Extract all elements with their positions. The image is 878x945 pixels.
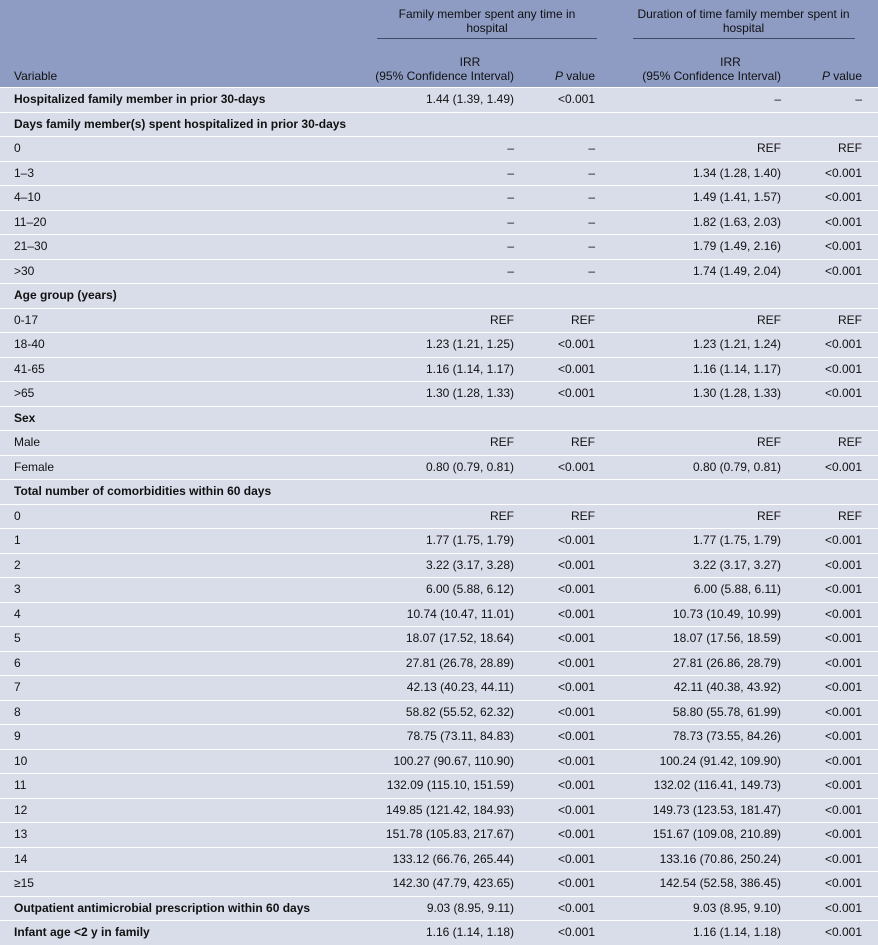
- row-pvalue-duration: <0.001: [789, 357, 878, 382]
- row-pvalue-any-time: <0.001: [522, 357, 609, 382]
- row-variable: 18-40: [0, 333, 365, 358]
- row-irr-duration: 9.03 (8.95, 9.10): [609, 896, 789, 921]
- row-irr-duration: 18.07 (17.56, 18.59): [609, 627, 789, 652]
- table-row: [0, 725, 878, 750]
- table-row: [0, 357, 878, 382]
- row-variable: Outpatient antimicrobial prescription within 60 days: [0, 896, 365, 921]
- row-variable: 11–20: [0, 210, 365, 235]
- row-variable: Hospitalized family member in prior 30-days: [0, 88, 365, 113]
- table-row: [0, 896, 878, 921]
- row-pvalue-duration: REF: [789, 137, 878, 162]
- row-pvalue-duration: <0.001: [789, 210, 878, 235]
- row-variable: 0-17: [0, 308, 365, 333]
- row-variable: 0: [0, 137, 365, 162]
- table-row: [0, 602, 878, 627]
- row-pvalue-duration: <0.001: [789, 921, 878, 945]
- table-header: [0, 0, 878, 88]
- row-variable: >65: [0, 382, 365, 407]
- table-row: [0, 161, 878, 186]
- column-header-variable: Variable: [0, 40, 365, 88]
- row-variable: 1–3: [0, 161, 365, 186]
- group-header-duration: Duration of time family member spent in hospital: [609, 0, 878, 40]
- table-row: [0, 627, 878, 652]
- table-row: [0, 210, 878, 235]
- row-pvalue-any-time: <0.001: [522, 529, 609, 554]
- row-pvalue-duration: [789, 112, 878, 137]
- row-pvalue-duration: <0.001: [789, 553, 878, 578]
- row-pvalue-duration: REF: [789, 504, 878, 529]
- table-row: [0, 406, 878, 431]
- row-irr-any-time: [365, 284, 522, 309]
- row-irr-any-time: REF: [365, 431, 522, 456]
- row-irr-any-time: 1.30 (1.28, 1.33): [365, 382, 522, 407]
- table-row: [0, 235, 878, 260]
- row-irr-duration: REF: [609, 504, 789, 529]
- table-row: [0, 676, 878, 701]
- row-irr-any-time: 10.74 (10.47, 11.01): [365, 602, 522, 627]
- row-irr-duration: 1.16 (1.14, 1.18): [609, 921, 789, 945]
- row-variable: 21–30: [0, 235, 365, 260]
- row-pvalue-duration: <0.001: [789, 333, 878, 358]
- row-irr-duration: 58.80 (55.78, 61.99): [609, 700, 789, 725]
- table-row: [0, 137, 878, 162]
- row-irr-any-time: 27.81 (26.78, 28.89): [365, 651, 522, 676]
- row-variable: >30: [0, 259, 365, 284]
- row-irr-any-time: 149.85 (121.42, 184.93): [365, 798, 522, 823]
- row-irr-any-time: –: [365, 161, 522, 186]
- row-variable: 5: [0, 627, 365, 652]
- row-irr-any-time: 1.16 (1.14, 1.18): [365, 921, 522, 945]
- table-row: [0, 186, 878, 211]
- row-variable: 6: [0, 651, 365, 676]
- row-irr-duration: 3.22 (3.17, 3.27): [609, 553, 789, 578]
- row-irr-any-time: 151.78 (105.83, 217.67): [365, 823, 522, 848]
- row-irr-any-time: 132.09 (115.10, 151.59): [365, 774, 522, 799]
- row-pvalue-duration: <0.001: [789, 627, 878, 652]
- row-variable: 4–10: [0, 186, 365, 211]
- row-pvalue-any-time: <0.001: [522, 627, 609, 652]
- row-pvalue-any-time: <0.001: [522, 847, 609, 872]
- row-pvalue-any-time: REF: [522, 308, 609, 333]
- row-irr-duration: 6.00 (5.88, 6.11): [609, 578, 789, 603]
- row-pvalue-duration: <0.001: [789, 700, 878, 725]
- row-variable: 9: [0, 725, 365, 750]
- ci-label-1: (95% Confidence Interval): [375, 69, 514, 83]
- row-pvalue-any-time: –: [522, 259, 609, 284]
- table-row: [0, 700, 878, 725]
- row-variable: 14: [0, 847, 365, 872]
- table-row: [0, 823, 878, 848]
- row-pvalue-any-time: <0.001: [522, 333, 609, 358]
- row-pvalue-duration: REF: [789, 308, 878, 333]
- row-variable: 0: [0, 504, 365, 529]
- row-pvalue-any-time: <0.001: [522, 749, 609, 774]
- row-pvalue-any-time: <0.001: [522, 700, 609, 725]
- table-row: [0, 431, 878, 456]
- row-pvalue-any-time: <0.001: [522, 382, 609, 407]
- table-body: [0, 88, 878, 945]
- row-pvalue-duration: <0.001: [789, 259, 878, 284]
- row-irr-any-time: 58.82 (55.52, 62.32): [365, 700, 522, 725]
- row-pvalue-any-time: <0.001: [522, 725, 609, 750]
- header-spacer: [0, 0, 365, 40]
- row-variable: Sex: [0, 406, 365, 431]
- row-pvalue-any-time: –: [522, 235, 609, 260]
- table-row: [0, 651, 878, 676]
- row-irr-any-time: 1.44 (1.39, 1.49): [365, 88, 522, 113]
- table-row: [0, 774, 878, 799]
- row-irr-duration: [609, 480, 789, 505]
- row-pvalue-any-time: <0.001: [522, 774, 609, 799]
- column-header-irr-1: [365, 40, 522, 88]
- row-pvalue-duration: <0.001: [789, 847, 878, 872]
- row-pvalue-any-time: <0.001: [522, 872, 609, 897]
- row-pvalue-any-time: REF: [522, 431, 609, 456]
- row-variable: 12: [0, 798, 365, 823]
- row-irr-duration: 27.81 (26.86, 28.79): [609, 651, 789, 676]
- row-irr-duration: 1.82 (1.63, 2.03): [609, 210, 789, 235]
- row-pvalue-duration: <0.001: [789, 186, 878, 211]
- row-pvalue-any-time: [522, 284, 609, 309]
- row-irr-duration: 0.80 (0.79, 0.81): [609, 455, 789, 480]
- row-variable: 1: [0, 529, 365, 554]
- row-irr-any-time: REF: [365, 308, 522, 333]
- row-variable: 8: [0, 700, 365, 725]
- table-row: [0, 382, 878, 407]
- row-pvalue-duration: [789, 406, 878, 431]
- row-irr-any-time: 133.12 (66.76, 265.44): [365, 847, 522, 872]
- row-pvalue-any-time: <0.001: [522, 88, 609, 113]
- row-irr-duration: –: [609, 88, 789, 113]
- row-pvalue-duration: <0.001: [789, 749, 878, 774]
- row-irr-duration: REF: [609, 137, 789, 162]
- table-row: [0, 529, 878, 554]
- table-row: [0, 480, 878, 505]
- row-pvalue-any-time: <0.001: [522, 553, 609, 578]
- row-pvalue-duration: <0.001: [789, 455, 878, 480]
- row-pvalue-duration: <0.001: [789, 651, 878, 676]
- row-pvalue-duration: REF: [789, 431, 878, 456]
- row-pvalue-duration: <0.001: [789, 872, 878, 897]
- row-pvalue-any-time: –: [522, 137, 609, 162]
- row-irr-any-time: 142.30 (47.79, 423.65): [365, 872, 522, 897]
- irr-label-1: IRR: [459, 55, 481, 69]
- row-pvalue-any-time: –: [522, 210, 609, 235]
- row-irr-duration: [609, 406, 789, 431]
- irr-label-2: IRR: [720, 55, 741, 69]
- row-pvalue-duration: –: [789, 88, 878, 113]
- row-variable: Female: [0, 455, 365, 480]
- row-irr-any-time: [365, 480, 522, 505]
- row-variable: Age group (years): [0, 284, 365, 309]
- row-pvalue-any-time: –: [522, 161, 609, 186]
- row-pvalue-duration: [789, 284, 878, 309]
- table-row: [0, 455, 878, 480]
- row-variable: 2: [0, 553, 365, 578]
- row-irr-duration: REF: [609, 308, 789, 333]
- row-irr-duration: 142.54 (52.58, 386.45): [609, 872, 789, 897]
- row-irr-any-time: –: [365, 186, 522, 211]
- row-pvalue-duration: <0.001: [789, 578, 878, 603]
- row-pvalue-any-time: <0.001: [522, 921, 609, 945]
- row-pvalue-duration: <0.001: [789, 161, 878, 186]
- row-pvalue-duration: <0.001: [789, 896, 878, 921]
- row-irr-any-time: 3.22 (3.17, 3.28): [365, 553, 522, 578]
- row-pvalue-any-time: –: [522, 186, 609, 211]
- row-irr-any-time: 18.07 (17.52, 18.64): [365, 627, 522, 652]
- row-variable: 41-65: [0, 357, 365, 382]
- row-irr-any-time: 78.75 (73.11, 84.83): [365, 725, 522, 750]
- row-variable: 4: [0, 602, 365, 627]
- row-pvalue-any-time: REF: [522, 504, 609, 529]
- table-row: [0, 504, 878, 529]
- row-irr-any-time: [365, 406, 522, 431]
- row-irr-duration: [609, 284, 789, 309]
- table-row: [0, 578, 878, 603]
- row-variable: Total number of comorbidities within 60 days: [0, 480, 365, 505]
- row-irr-duration: 1.23 (1.21, 1.24): [609, 333, 789, 358]
- row-irr-duration: 149.73 (123.53, 181.47): [609, 798, 789, 823]
- row-variable: 10: [0, 749, 365, 774]
- row-pvalue-duration: <0.001: [789, 235, 878, 260]
- table-row: [0, 749, 878, 774]
- table-row: [0, 798, 878, 823]
- row-irr-duration: 133.16 (70.86, 250.24): [609, 847, 789, 872]
- row-pvalue-any-time: <0.001: [522, 651, 609, 676]
- row-irr-duration: REF: [609, 431, 789, 456]
- row-irr-duration: 42.11 (40.38, 43.92): [609, 676, 789, 701]
- row-pvalue-duration: <0.001: [789, 676, 878, 701]
- row-pvalue-duration: <0.001: [789, 602, 878, 627]
- row-irr-any-time: 1.77 (1.75, 1.79): [365, 529, 522, 554]
- row-irr-duration: 151.67 (109.08, 210.89): [609, 823, 789, 848]
- row-irr-any-time: 100.27 (90.67, 110.90): [365, 749, 522, 774]
- row-pvalue-duration: <0.001: [789, 798, 878, 823]
- column-header-pvalue-1: P value: [522, 40, 609, 88]
- row-irr-any-time: –: [365, 259, 522, 284]
- row-pvalue-duration: <0.001: [789, 774, 878, 799]
- table-row: [0, 553, 878, 578]
- row-irr-duration: 1.16 (1.14, 1.17): [609, 357, 789, 382]
- row-pvalue-any-time: <0.001: [522, 823, 609, 848]
- row-irr-duration: 132.02 (116.41, 149.73): [609, 774, 789, 799]
- row-irr-duration: 1.30 (1.28, 1.33): [609, 382, 789, 407]
- row-variable: Days family member(s) spent hospitalized in prior 30-days: [0, 112, 365, 137]
- table-row: [0, 333, 878, 358]
- row-irr-any-time: REF: [365, 504, 522, 529]
- row-irr-duration: 1.34 (1.28, 1.40): [609, 161, 789, 186]
- row-irr-duration: 1.49 (1.41, 1.57): [609, 186, 789, 211]
- row-irr-any-time: –: [365, 210, 522, 235]
- row-pvalue-any-time: <0.001: [522, 455, 609, 480]
- row-irr-any-time: 9.03 (8.95, 9.11): [365, 896, 522, 921]
- row-pvalue-any-time: <0.001: [522, 578, 609, 603]
- row-irr-duration: 10.73 (10.49, 10.99): [609, 602, 789, 627]
- row-variable: ≥15: [0, 872, 365, 897]
- row-irr-duration: [609, 112, 789, 137]
- row-variable: 13: [0, 823, 365, 848]
- row-irr-duration: 78.73 (73.55, 84.26): [609, 725, 789, 750]
- row-irr-duration: 100.24 (91.42, 109.90): [609, 749, 789, 774]
- row-irr-any-time: 1.16 (1.14, 1.17): [365, 357, 522, 382]
- column-header-pvalue-2: P value: [789, 40, 878, 88]
- row-pvalue-any-time: [522, 480, 609, 505]
- table-row: [0, 112, 878, 137]
- row-irr-any-time: [365, 112, 522, 137]
- table-row: [0, 847, 878, 872]
- table-row: [0, 88, 878, 113]
- row-irr-any-time: 0.80 (0.79, 0.81): [365, 455, 522, 480]
- row-pvalue-duration: <0.001: [789, 382, 878, 407]
- row-variable: 7: [0, 676, 365, 701]
- table-row: [0, 284, 878, 309]
- row-variable: 11: [0, 774, 365, 799]
- group-header-any-time: Family member spent any time in hospital: [365, 0, 609, 40]
- row-irr-any-time: –: [365, 235, 522, 260]
- row-irr-any-time: 6.00 (5.88, 6.12): [365, 578, 522, 603]
- row-irr-any-time: 1.23 (1.21, 1.25): [365, 333, 522, 358]
- row-pvalue-duration: <0.001: [789, 529, 878, 554]
- row-pvalue-any-time: <0.001: [522, 798, 609, 823]
- ci-label-2: (95% Confidence Interval): [642, 69, 781, 83]
- row-irr-any-time: –: [365, 137, 522, 162]
- row-irr-duration: 1.74 (1.49, 2.04): [609, 259, 789, 284]
- row-irr-duration: 1.77 (1.75, 1.79): [609, 529, 789, 554]
- table-row: [0, 921, 878, 945]
- row-variable: Infant age <2 y in family: [0, 921, 365, 945]
- row-pvalue-any-time: <0.001: [522, 896, 609, 921]
- row-irr-any-time: 42.13 (40.23, 44.11): [365, 676, 522, 701]
- row-pvalue-duration: <0.001: [789, 725, 878, 750]
- row-pvalue-duration: [789, 480, 878, 505]
- row-irr-duration: 1.79 (1.49, 2.16): [609, 235, 789, 260]
- row-pvalue-any-time: [522, 112, 609, 137]
- table-row: [0, 259, 878, 284]
- table-row: [0, 872, 878, 897]
- column-header-irr-2: [609, 40, 789, 88]
- row-variable: 3: [0, 578, 365, 603]
- table-row: [0, 308, 878, 333]
- row-pvalue-any-time: <0.001: [522, 602, 609, 627]
- row-pvalue-duration: <0.001: [789, 823, 878, 848]
- row-pvalue-any-time: [522, 406, 609, 431]
- row-pvalue-any-time: <0.001: [522, 676, 609, 701]
- row-variable: Male: [0, 431, 365, 456]
